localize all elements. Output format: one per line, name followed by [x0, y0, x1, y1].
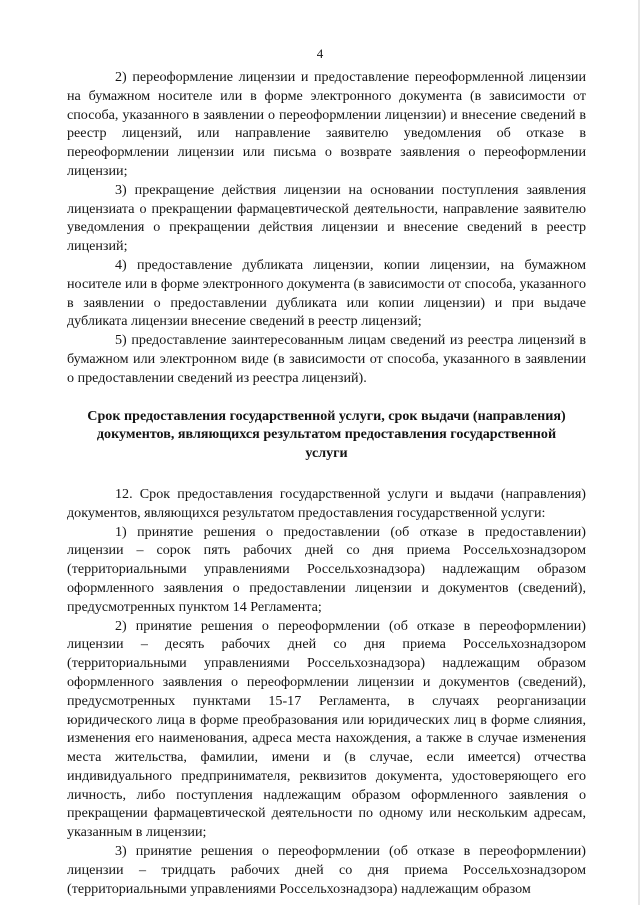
list-item-5: 5) предоставление заинтересованным лицам сведений из реестра лицензий в бумажном или электронном виде (в зависимости от способа, указанного в заявлении о предоставлении сведений из реестра лицензий).: [67, 332, 586, 386]
page-number: 4: [316, 46, 324, 61]
list-item-3: 3) прекращение действия лицензии на основании поступления заявления лицензиата о прекращении фармацевтической деятельности, направление заявителю уведомления о прекращении действия лицензии и внесение сведений в реестр лицензий;: [67, 181, 586, 255]
section-heading: Срок предоставления государственной услуги, срок выдачи (направления) документов, являющихся результатом предоставления государственной услуги: [87, 407, 566, 462]
list-item-4: 4) предоставление дубликата лицензии, копии лицензии, на бумажном носителе или в форме электронного документа (в зависимости от способа, указанного в заявлении о предоставлении дубликата или копии лицензии) и при выдаче дубликата лицензии внесение сведений в реестр лицензий;: [67, 256, 586, 330]
item-12-sub-1: 1) принятие решения о предоставлении (об отказе в предоставлении) лицензии – сорок пять рабочих дней со дня приема Россельхознадзором (территориальными управлениями Россельхознадзора) надлежащим образом оформленного заявления о предоставлении лицензии и документов (сведений), предусмотренных пунктом 14 Регламента;: [67, 523, 586, 615]
item-12-sub-2: 2) принятие решения о переоформлении (об отказе в переоформлении) лицензии – десять рабочих дней со дня приема Россельхознадзором (территориальными управлениями Россельхознадзора) надлежащим образом оформленного заявления о переоформлении лицензии и документов (сведений), предусмотренных пунктами 15-17 Регламента, в случаях реорганизации юридического лица в форме преобразования или юридических лиц в форме слияния, изменения его наименования, адреса места нахождения, а также в случае изменения места жительства, фамилии, имени и (в случае, если имеется) отчества индивидуального предпринимателя, реквизитов документа, удостоверяющего его личность, либо поступления надлежащим образом оформленного заявления о прекращении фармацевтической деятельности по одному или нескольким адресам, указанным в лицензии;: [67, 617, 586, 841]
list-item-2: 2) переоформление лицензии и предоставление переоформленной лицензии на бумажном носителе или в форме электронного документа (в зависимости от способа, указанного в заявлении о переоформлении лицензии) и внесение сведений в реестр лицензий, или направление заявителю уведомления об отказе в переоформлении лицензии или письма о возврате заявления о переоформлении лицензии;: [67, 69, 586, 179]
item-12-sub-3: 3) принятие решения о переоформлении (об отказе в переоформлении) лицензии – тридцать рабочих дней со дня приема Россельхознадзором (территориальными управлениями Россельхознадзора) надлежащим образом: [67, 843, 586, 897]
item-12-intro: 12. Срок предоставления государственной услуги и выдачи (направления) документов, являющихся результатом предоставления государственной услуги:: [67, 485, 586, 521]
document-body: [67, 68, 586, 898]
